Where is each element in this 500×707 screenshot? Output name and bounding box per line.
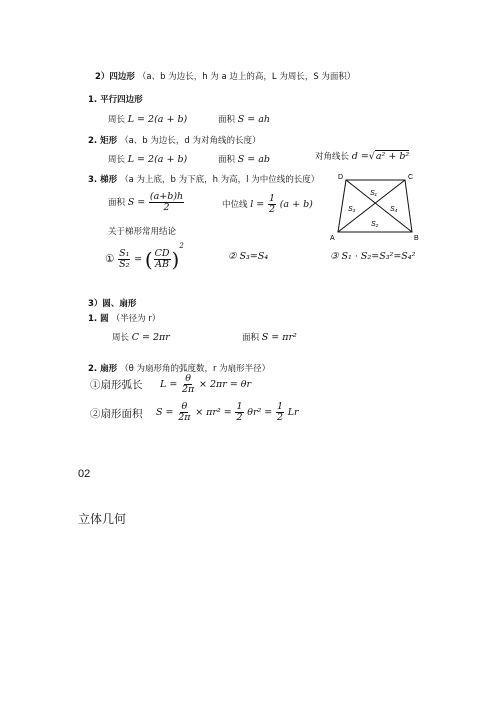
area-numerator: (a+b)h bbox=[149, 191, 184, 202]
midline-fraction bbox=[268, 194, 276, 215]
area-fraction-1 bbox=[177, 402, 191, 423]
circle-area bbox=[242, 331, 297, 343]
region-s4: S₄ bbox=[390, 206, 398, 213]
section-3-title: 3）圆、扇形 bbox=[88, 299, 137, 309]
rectangle-diagonal: 对角线长 d =√a² + b² bbox=[315, 151, 410, 162]
trapezoid-title bbox=[88, 173, 319, 185]
sector-label: 2. 扇形 bbox=[88, 364, 118, 374]
area-fraction bbox=[149, 192, 184, 213]
rectangle-area bbox=[218, 153, 270, 165]
area-denominator: 2 bbox=[163, 201, 170, 213]
sector-arc-formula bbox=[160, 374, 251, 395]
circle-title bbox=[88, 312, 160, 324]
area-label: 面积 bbox=[242, 333, 260, 343]
arc-denominator: 2π bbox=[182, 383, 195, 395]
arc-fraction bbox=[181, 374, 195, 395]
sector-arc-length bbox=[90, 377, 143, 392]
area-middle-2: θr² = bbox=[247, 406, 273, 418]
area-denominator-1: 2π bbox=[178, 411, 191, 423]
sector-area-label: ②扇形面积 bbox=[90, 408, 143, 420]
diagonal-lhs: d = bbox=[351, 151, 369, 162]
rectangle-note: （a、b 为边长，d 为对角线的长度） bbox=[120, 136, 261, 146]
trapezoid-label: 3. 梯形 bbox=[88, 175, 118, 185]
midline-denominator: 2 bbox=[268, 203, 275, 215]
region-s2: S₂ bbox=[371, 221, 379, 228]
parallelogram-perimeter bbox=[108, 113, 187, 125]
rectangle-perimeter bbox=[108, 153, 187, 165]
perimeter-label: 周长 bbox=[108, 115, 126, 125]
vertex-c: C bbox=[408, 174, 414, 181]
parallelogram-area bbox=[218, 113, 270, 125]
area-label: 面积 bbox=[218, 115, 236, 125]
section-heading: 立体几何 bbox=[78, 512, 127, 526]
conclusion-3-text: ③ S₁ · S₂=S₃²=S₄² bbox=[330, 251, 416, 262]
area-formula: S = ah bbox=[237, 114, 271, 125]
section-2-title bbox=[95, 70, 355, 82]
sector-area bbox=[90, 406, 143, 421]
trapezoid-area bbox=[108, 192, 185, 213]
region-s3: S₃ bbox=[348, 206, 356, 213]
perimeter-formula: L = 2(a + b) bbox=[127, 114, 188, 125]
circle-note: （半径为 r） bbox=[111, 314, 161, 324]
vertex-d: D bbox=[338, 174, 344, 181]
s1-over-s2 bbox=[118, 249, 130, 270]
area-lhs: S = bbox=[156, 406, 174, 418]
diagonal-radicand: a² + b² bbox=[375, 151, 410, 162]
conclusion-2-text: ② S₃=S₄ bbox=[228, 251, 269, 262]
cd: CD bbox=[154, 248, 170, 260]
midline-lhs: l = bbox=[250, 198, 265, 210]
section-2-note: （a、b 为边长，h 为 a 边上的高，L 为周长，S 为面积） bbox=[137, 72, 356, 82]
arc-length-label: ①扇形弧长 bbox=[90, 379, 143, 391]
arc-numerator: θ bbox=[185, 373, 192, 384]
trapezoid-conclusion-label: 关于梯形常用结论 bbox=[108, 227, 177, 237]
rectangle-title bbox=[88, 134, 260, 146]
perimeter-label: 周长 bbox=[112, 333, 130, 343]
vertex-a: A bbox=[330, 235, 335, 242]
rectangle-label: 2. 矩形 bbox=[88, 136, 118, 146]
perimeter-formula: C = 2πr bbox=[131, 332, 170, 343]
arc-lhs: L = bbox=[160, 378, 178, 390]
area-numerator-3: 1 bbox=[276, 401, 284, 412]
ab: AB bbox=[155, 259, 169, 270]
region-s1: S₁ bbox=[370, 190, 377, 197]
equals: = bbox=[134, 254, 143, 265]
area-formula: S = ab bbox=[237, 154, 270, 165]
midline-numerator: 1 bbox=[268, 193, 275, 204]
trapezoid-diagram bbox=[330, 170, 430, 242]
area-numerator-2: 1 bbox=[236, 401, 243, 412]
sector-area-formula bbox=[156, 402, 299, 423]
area-label: 面积 bbox=[108, 197, 126, 208]
cd-over-ab bbox=[154, 249, 171, 270]
area-fraction-2 bbox=[235, 402, 243, 423]
midline-rhs: (a + b) bbox=[279, 198, 313, 210]
circle-perimeter bbox=[112, 331, 170, 343]
section-number: 02 bbox=[78, 468, 91, 480]
trapezoid-note: （a 为上底，b 为下底，h 为高，l 为中位线的长度） bbox=[120, 175, 320, 185]
parallelogram-title: 1. 平行四边形 bbox=[88, 95, 143, 105]
perimeter-label: 周长 bbox=[108, 155, 126, 165]
section-2-label: 2）四边形 bbox=[95, 72, 135, 82]
circled-one: ① bbox=[105, 253, 115, 265]
diagonal-db bbox=[346, 180, 412, 232]
perimeter-formula: L = 2(a + b) bbox=[127, 154, 188, 165]
sector-title bbox=[88, 362, 270, 374]
area-lhs: S = bbox=[127, 196, 146, 208]
area-middle: × πr² = bbox=[195, 406, 232, 418]
s1: S₁ bbox=[119, 248, 130, 260]
s2: S₂ bbox=[119, 259, 130, 270]
area-end: Lr bbox=[287, 406, 299, 418]
area-formula: S = πr² bbox=[261, 332, 297, 343]
area-label: 面积 bbox=[218, 155, 236, 165]
sector-note: （θ 为扇形角的弧度数，r 为扇形半径） bbox=[120, 364, 271, 374]
diagonal-label: 对角线长 bbox=[315, 152, 350, 162]
area-denominator-3: 2 bbox=[276, 411, 284, 423]
midline-label: 中位线 bbox=[222, 199, 248, 210]
vertex-b: B bbox=[414, 235, 419, 242]
circle-label: 1. 圆 bbox=[88, 314, 109, 324]
trapezoid-conclusion-1: ① $\frac{\text{S₁}}{\text{S₂}}$ = ( $\frac{CD}{AB}$ )$^2$ bbox=[105, 242, 184, 272]
arc-rhs: × 2πr = θr bbox=[199, 378, 252, 390]
area-numerator-1: θ bbox=[181, 401, 188, 412]
trapezoid-conclusion-2 bbox=[228, 251, 268, 262]
exponent: 2 bbox=[179, 242, 184, 250]
trapezoid-conclusion-3 bbox=[330, 251, 415, 262]
area-fraction-3 bbox=[276, 402, 284, 423]
trapezoid-midline bbox=[222, 194, 313, 215]
area-denominator-2: 2 bbox=[236, 411, 243, 423]
